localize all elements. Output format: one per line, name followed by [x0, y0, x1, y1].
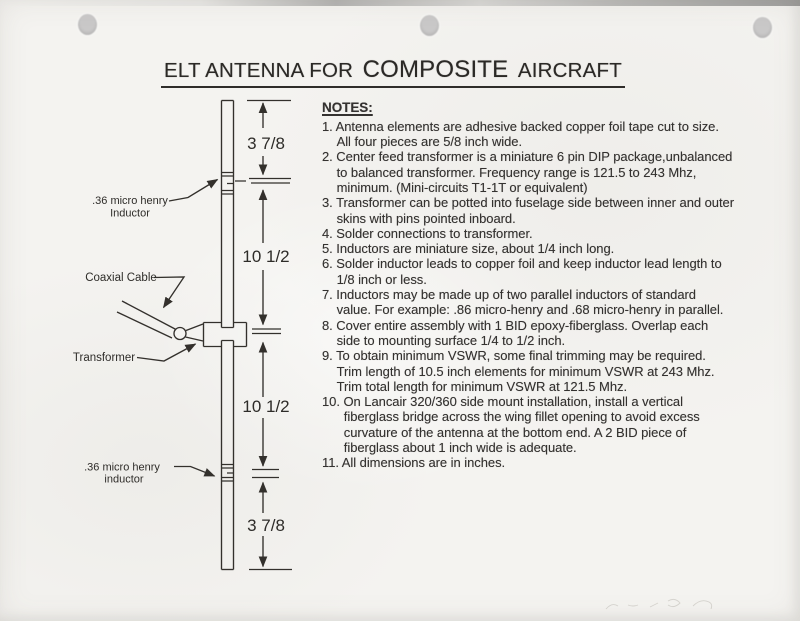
note-item: 10. On Lancair 320/360 side mount installation, install a vertical [322, 394, 683, 410]
note-item: 3. Transformer can be potted into fuselage side between inner and outer [322, 195, 734, 211]
inductor-top-marks [222, 173, 234, 195]
note-item: 9. To obtain minimum VSWR, some final trimming may be required. [322, 348, 706, 364]
note-item: 2. Center feed transformer is a miniature 6 pin DIP package,unbalanced [322, 149, 733, 165]
notes-section [322, 100, 800, 471]
antenna-diagram [0, 85, 320, 621]
dim-label-bottom: 3 7/8 [247, 516, 285, 535]
note-item: 7. Inductors may be made up of two parallel inductors of standard [322, 287, 696, 303]
title-part-1: ELT ANTENNA FOR [164, 59, 354, 82]
note-item: 11. All dimensions are in inches. [322, 455, 506, 471]
punch-hole-right [753, 17, 772, 38]
title-part-2: COMPOSITE [362, 56, 509, 83]
leader-inductor-bottom [174, 467, 215, 477]
scan-edge [0, 0, 800, 6]
note-continuation-line: curvature of the antenna at the bottom end. A 2 BID piece of [343, 424, 687, 440]
notes-heading: NOTES: [322, 100, 373, 115]
note-continuation-line: minimum. (Mini-circuits T1-1T or equivalent) [336, 179, 588, 195]
punch-hole-left [78, 14, 97, 35]
inductor-bottom-marks [222, 465, 234, 482]
note-continuation-line: fiberglass bridge across the wing fillet opening to avoid excess [343, 409, 700, 425]
antenna-element [222, 101, 234, 570]
note-continuation-line: to balanced transformer. Frequency range is 121.5 to 243 Mhz, [336, 164, 697, 180]
pencil-marks [598, 585, 798, 620]
leader-inductor-top [169, 180, 218, 202]
leader-coax [154, 277, 184, 308]
note-item: 1. Antenna elements are adhesive backed copper foil tape cut to size. [322, 118, 719, 134]
coax-cable-drawing [117, 301, 203, 341]
note-item: 5. Inductors are miniature size, about 1/4 inch long. [322, 241, 615, 257]
dim-label-lower-mid: 10 1/2 [242, 397, 290, 416]
note-continuation-line: Trim length of 10.5 inch elements for minimum VSWR at 243 Mhz. [336, 363, 715, 379]
notes-list [322, 119, 800, 471]
inductor-bottom-label-1: .36 micro henry [84, 461, 160, 474]
dim-label-upper-mid: 10 1/2 [242, 247, 290, 266]
note-continuation-line: value. For example: .86 micro-henry and .68 micro-henry in parallel. [336, 302, 724, 318]
coax-cable-label: Coaxial Cable [85, 272, 157, 284]
dim-label-top: 3 7/8 [247, 134, 285, 153]
leader-transformer [137, 344, 196, 361]
page-title [0, 56, 793, 88]
note-item: 8. Cover entire assembly with 1 BID epoxy-fiberglass. Overlap each [322, 317, 709, 333]
title-part-3: AIRCRAFT [517, 59, 622, 82]
punch-hole-center [420, 15, 439, 36]
coax-connector [174, 328, 186, 340]
dimension-lines [235, 101, 292, 570]
transformer-label: Transformer [72, 352, 136, 364]
note-continuation-line: skins with pins pointed inboard. [336, 210, 516, 226]
note-continuation-line: fiberglass about 1 inch wide is adequate. [343, 440, 577, 456]
note-continuation-line: 1/8 inch or less. [336, 271, 427, 287]
note-item: 4. Solder connections to transformer. [322, 225, 533, 241]
note-continuation-line: All four pieces are 5/8 inch wide. [336, 134, 523, 150]
note-item: 6. Solder inductor leads to copper foil and keep inductor lead length to [322, 256, 722, 272]
note-continuation-line: side to mounting surface 1/4 to 1/2 inch. [336, 332, 566, 348]
inductor-top-label-1: .36 micro henry [92, 195, 168, 207]
transformer-box [204, 323, 247, 347]
inductor-bottom-label-2: inductor [104, 473, 144, 486]
inductor-top-label-2: Inductor [110, 207, 150, 220]
note-continuation-line: Trim total length for minimum VSWR at 121.5 Mhz. [336, 378, 628, 394]
